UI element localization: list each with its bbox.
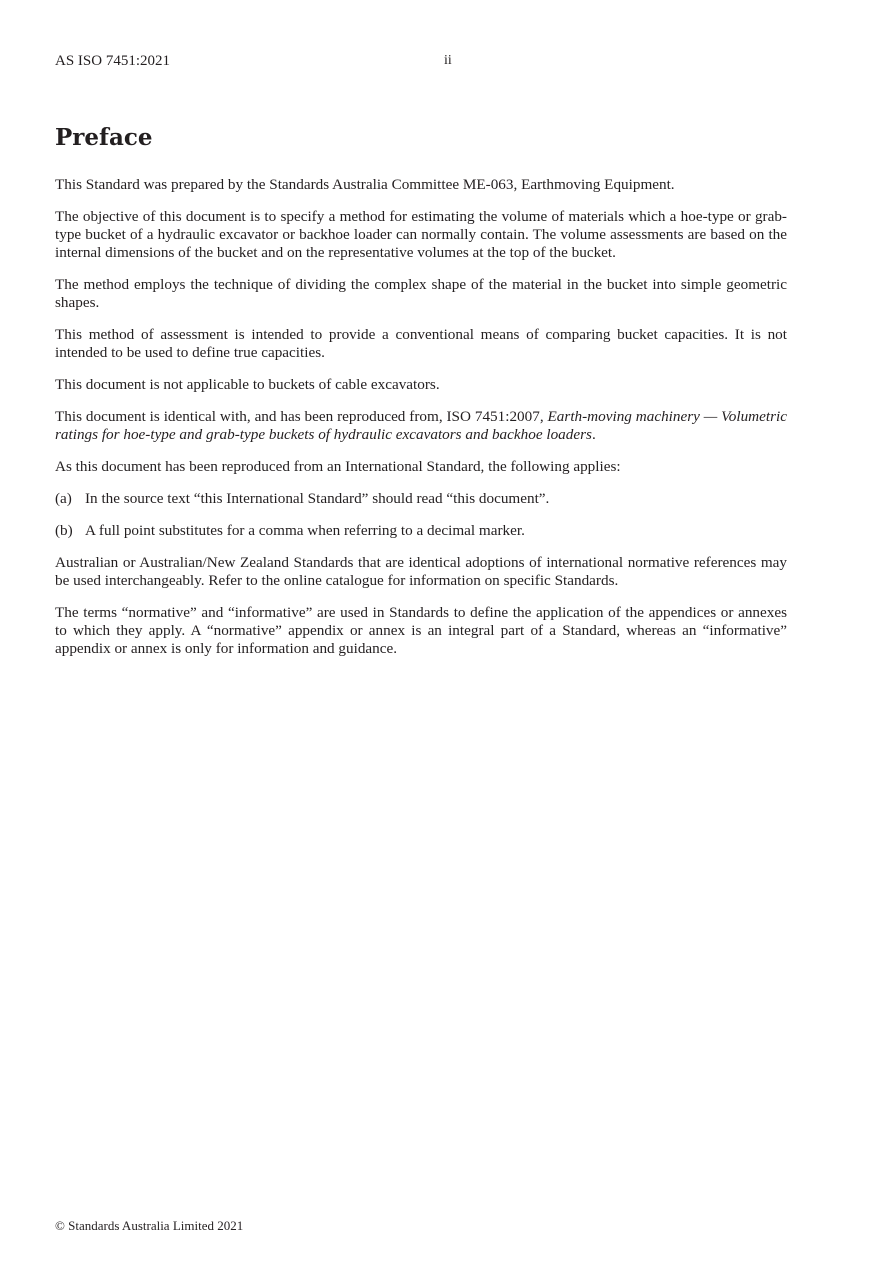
list-item-text: In the source text “this International Standard” should read “this document”. bbox=[85, 490, 550, 507]
list-item-text: A full point substitutes for a comma when referring to a decimal marker. bbox=[85, 522, 525, 539]
paragraph-identical-adoption bbox=[55, 408, 787, 444]
list-item bbox=[55, 522, 787, 540]
list-marker: (a) bbox=[55, 490, 72, 507]
identical-adoption-lead: This document is identical with, and has been reproduced from, ISO 7451:2007, bbox=[55, 408, 548, 425]
paragraph-applicability: This document is not applicable to buckets of cable excavators. bbox=[55, 376, 440, 393]
list-item bbox=[55, 490, 787, 508]
paragraph-objective: The objective of this document is to specify a method for estimating the volume of materials which a hoe-type or grab-type bucket of a hydraulic excavator or backhoe loader can normally contain. The volume assessments are based on the internal dimensions of the bucket and on the representative volumes at the top of the bucket. bbox=[55, 208, 787, 261]
list-marker: (b) bbox=[55, 522, 73, 539]
paragraph-assessment: This method of assessment is intended to provide a conventional means of comparing bucket capacities. It is not intended to be used to define true capacities. bbox=[55, 326, 787, 361]
preface-title: Preface bbox=[55, 124, 153, 151]
running-header-standard-id: AS ISO 7451:2021 bbox=[55, 53, 171, 69]
paragraph-applies-intro: As this document has been reproduced from an International Standard, the following applies: bbox=[55, 458, 621, 475]
iso-title: Earth-moving machinery — Volumetric ratings for hoe-type and grab-type buckets of hydraulic excavators and backhoe loaders bbox=[55, 408, 787, 443]
paragraph-normative-references: Australian or Australian/New Zealand Standards that are identical adoptions of international normative references may be used interchangeably. Refer to the online catalogue for information on specific Standards. bbox=[55, 554, 787, 589]
preface-body bbox=[55, 176, 787, 672]
paragraph-committee: This Standard was prepared by the Standards Australia Committee ME-063, Earthmoving Equipment. bbox=[55, 176, 675, 193]
paragraph-normative-informative: The terms “normative” and “informative” are used in Standards to define the application of the appendices or annexes to which they apply. A “normative” appendix or annex is an integral part of a Standard, whereas an “informative” appendix or annex is only for information and guidance. bbox=[55, 604, 787, 657]
page-number: ii bbox=[444, 53, 452, 68]
identical-adoption-end: . bbox=[591, 426, 596, 443]
paragraph-method: The method employs the technique of dividing the complex shape of the material in the bucket into simple geometric shapes. bbox=[55, 276, 787, 311]
footer-copyright: © Standards Australia Limited 2021 bbox=[55, 1218, 244, 1233]
